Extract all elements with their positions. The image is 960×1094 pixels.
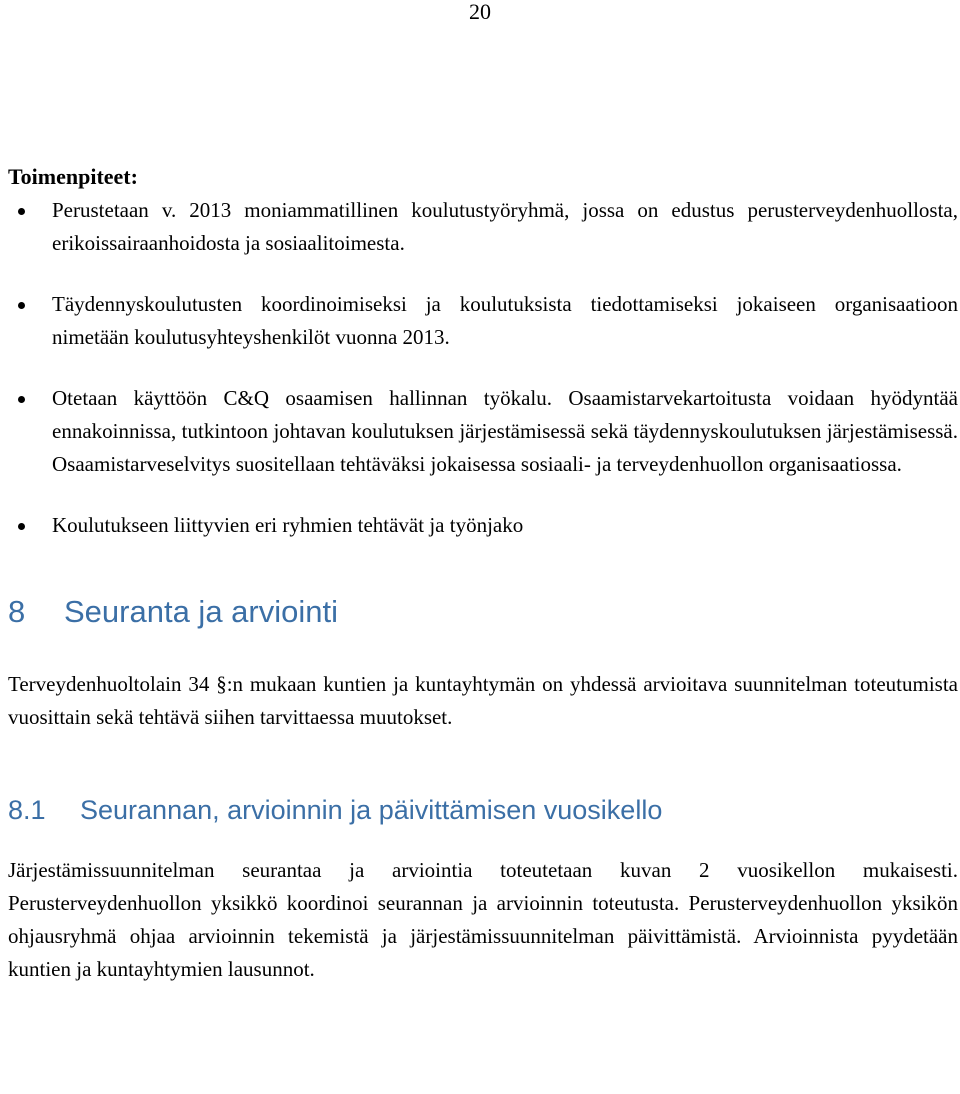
page-content [8, 160, 958, 986]
section-8-1-heading [8, 792, 958, 828]
list-item [8, 382, 958, 481]
bullet-icon [18, 523, 25, 530]
section-8-paragraph: Terveydenhuoltolain 34 §:n mukaan kuntien ja kuntayhtymän on yhdessä arvioitava suunnitelman toteutumista vuosittain sekä tehtävä siihen tarvittaessa muutokset. [8, 672, 958, 729]
page-number: 20 [469, 0, 491, 24]
list-item-text: Koulutukseen liittyvien eri ryhmien tehtävät ja työnjako [52, 513, 524, 537]
section-8-heading [8, 592, 958, 632]
bullet-icon [18, 302, 25, 309]
list-item [8, 288, 958, 354]
bullet-icon [18, 396, 25, 403]
list-item [8, 509, 958, 542]
section-title: Seuranta ja arviointi [64, 594, 338, 629]
list-item [8, 194, 958, 260]
list-item-text: Perustetaan v. 2013 moniammatillinen koulutustyöryhmä, jossa on edustus perusterveydenhuollosta, erikoissairaanhoidosta ja sosiaalitoimesta. [52, 198, 958, 255]
list-item-text: Otetaan käyttöön C&Q osaamisen hallinnan työkalu. Osaamistarvekartoitusta voidaan hyödyntää ennakoinnissa, tutkintoon johtavan koulutuksen järjestämisessä sekä täydennyskoulutuksen järjestämisessä. Osaamistarveselvitys suositellaan tehtäväksi jokaisessa sosiaali- ja terveydenhuollon organisaatiossa. [52, 386, 958, 476]
measures-list [8, 194, 958, 542]
list-item-text: Täydennyskoulutusten koordinoimiseksi ja koulutuksista tiedottamiseksi jokaiseen organisaatioon nimetään koulutusyhteyshenkilöt vuonna 2013. [52, 292, 958, 349]
subsection-number: 8.1 [8, 795, 46, 825]
measures-heading: Toimenpiteet: [8, 164, 138, 189]
bullet-icon [18, 208, 25, 215]
section-number: 8 [8, 594, 26, 629]
section-8-1-paragraph: Järjestämissuunnitelman seurantaa ja arviointia toteutetaan kuvan 2 vuosikellon mukaisesti. Perusterveydenhuollon yksikkö koordinoi seurannan ja arvioinnin toteutusta. Perusterveydenhuollon yksikön ohjausryhmä ohjaa arvioinnin tekemistä ja järjestämissuunnitelman päivittämistä. Arvioinnista pyydetään kuntien ja kuntayhtymien lausunnot. [8, 858, 958, 981]
subsection-title: Seurannan, arvioinnin ja päivittämisen vuosikello [80, 795, 663, 825]
